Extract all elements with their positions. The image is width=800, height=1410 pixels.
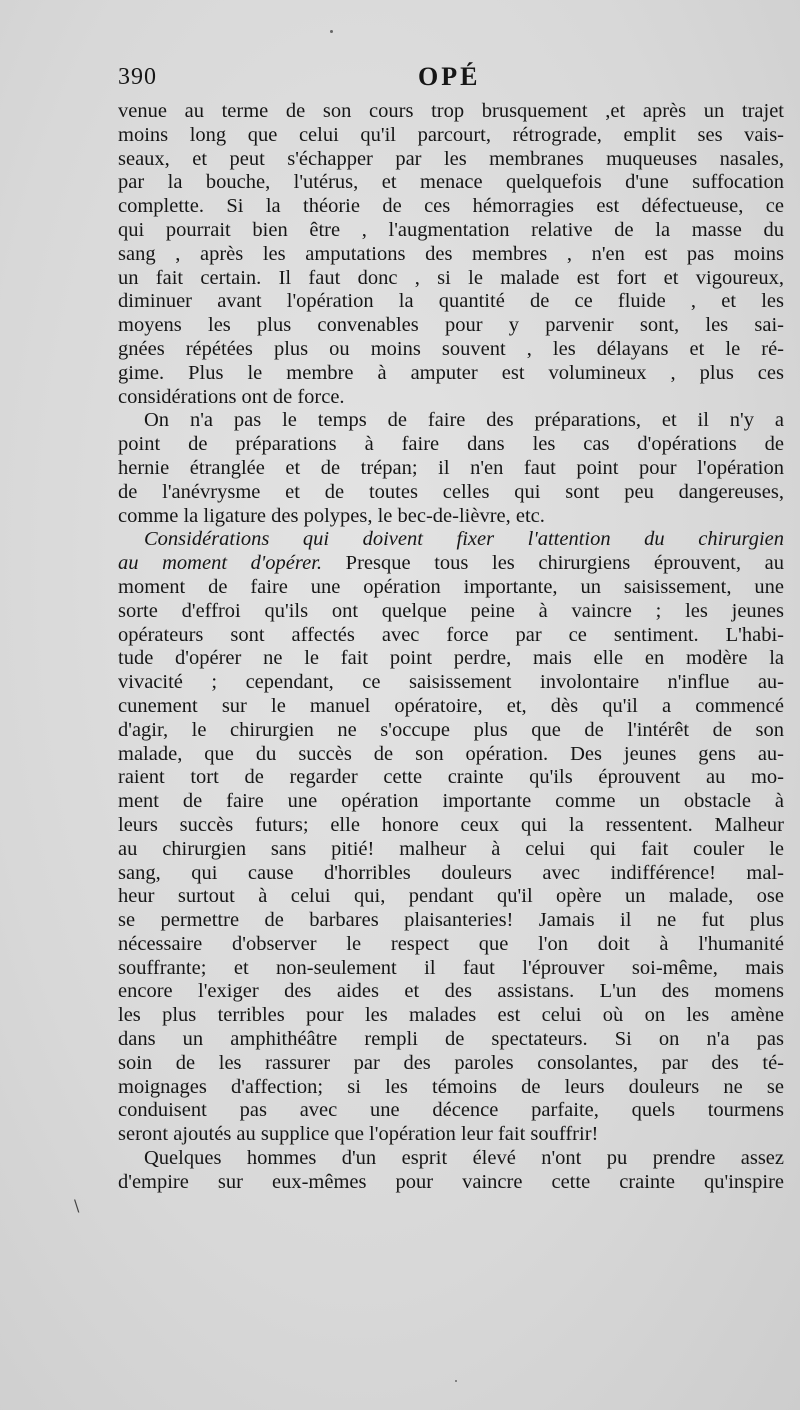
text-line: diminuer avant l'opération la quantité de ce fluide , et les bbox=[118, 290, 784, 313]
text-line: tude d'opérer ne le fait point perdre, mais elle en modère la bbox=[118, 647, 784, 670]
text-line: malade, que du succès de son opération. Des jeunes gens au- bbox=[118, 742, 784, 765]
text-line: par la bouche, l'utérus, et menace quelquefois d'une suffocation bbox=[118, 171, 784, 194]
text-line: seaux, et peut s'échapper par les membranes muqueuses nasales, bbox=[118, 147, 784, 170]
paragraph-start-line: Quelques hommes d'un esprit élevé n'ont pu prendre assez bbox=[144, 1147, 784, 1170]
text-line: nécessaire d'observer le respect que l'on doit à l'humanité bbox=[118, 932, 784, 955]
text-line: hernie étranglée et de trépan; il n'en faut point pour l'opération bbox=[118, 456, 784, 479]
paragraph-start-line: On n'a pas le temps de faire des préparations, et il n'y a bbox=[144, 409, 784, 432]
text-line-mixed bbox=[118, 552, 784, 576]
text-line: conduisent pas avec une décence parfaite, quels tourmens bbox=[118, 1099, 784, 1122]
text-line: se permettre de barbares plaisanteries! Jamais il ne fut plus bbox=[118, 909, 784, 932]
text-line: complette. Si la théorie de ces hémorragies est défectueuse, ce bbox=[118, 195, 784, 218]
text-line: moins long que celui qu'il parcourt, rétrograde, emplit ses vais- bbox=[118, 123, 784, 146]
text-line: point de préparations à faire dans les cas d'opérations de bbox=[118, 433, 784, 456]
page-header bbox=[118, 62, 780, 98]
text-line: sorte d'effroi qu'ils ont quelque peine à vaincre ; les jeunes bbox=[118, 599, 784, 622]
text-line: au chirurgien sans pitié! malheur à celui qui fait couler le bbox=[118, 837, 784, 860]
text-line: sang , après les amputations des membres , n'en est pas moins bbox=[118, 242, 784, 265]
text-line: venue au terme de son cours trop brusquement ,et après un trajet bbox=[118, 100, 784, 122]
text-line: dans un amphithéâtre rempli de spectateurs. Si on n'a pas bbox=[118, 1028, 784, 1051]
text-line: seront ajoutés au supplice que l'opération leur fait souffrir! bbox=[118, 1123, 599, 1146]
text-line: d'agir, le chirurgien ne s'occupe plus que de l'intérêt de son bbox=[118, 718, 784, 741]
text-line: de l'anévrysme et de toutes celles qui sont peu dangereuses, bbox=[118, 480, 784, 503]
text-line: moyens les plus convenables pour y parvenir sont, les sai- bbox=[118, 314, 784, 337]
text-line: souffrante; et non-seulement il faut l'éprouver soi-même, mais bbox=[118, 956, 784, 979]
text-line: raient tort de regarder cette crainte qu'ils éprouvent au mo- bbox=[118, 766, 784, 789]
text-line: qui pourrait bien être , l'augmentation relative de la masse du bbox=[118, 218, 784, 241]
section-heading-line: Considérations qui doivent fixer l'attention du chirurgien bbox=[144, 528, 784, 551]
text-line: encore l'exiger des aides et des assistans. L'un des momens bbox=[118, 980, 784, 1003]
text-line: les plus terribles pour les malades est celui où on les amène bbox=[118, 1004, 784, 1027]
text-line: cunement sur le manuel opératoire, et, dès qu'il a commencé bbox=[118, 694, 784, 717]
section-heading-end: au moment d'opérer. bbox=[118, 552, 323, 575]
text-line: moignages d'affection; si les témoins de leurs douleurs ne se bbox=[118, 1075, 784, 1098]
text-line: ment de faire une opération importante comme un obstacle à bbox=[118, 790, 784, 813]
text-line: moment de faire une opération importante, un saisissement, une bbox=[118, 575, 784, 598]
text-line: heur surtout à celui qui, pendant qu'il opère un malade, ose bbox=[118, 885, 784, 908]
text-line: un fait certain. Il faut donc , si le malade est fort et vigoureux, bbox=[118, 266, 784, 289]
text-line: comme la ligature des polypes, le bec-de-lièvre, etc. bbox=[118, 504, 545, 527]
paper-speck bbox=[455, 1380, 457, 1382]
text-line: gime. Plus le membre à amputer est volumineux , plus ces bbox=[118, 361, 784, 384]
text-line: opérateurs sont affectés avec force par ce sentiment. L'habi- bbox=[118, 623, 784, 646]
text-line: d'empire sur eux-mêmes pour vaincre cette crainte qu'inspire bbox=[118, 1170, 784, 1193]
text-run: Presque tous les chirurgiens éprouvent, au bbox=[322, 552, 784, 575]
text-line: soin de les rassurer par des paroles consolantes, par des té- bbox=[118, 1051, 784, 1074]
paper-speck bbox=[330, 30, 333, 33]
page-number: 390 bbox=[118, 64, 157, 90]
margin-mark: \ bbox=[74, 1196, 80, 1215]
text-line: vivacité ; cependant, ce saisissement involontaire n'influe au- bbox=[118, 671, 784, 694]
text-line: sang, qui cause d'horribles douleurs avec indifférence! mal- bbox=[118, 861, 784, 884]
running-head: OPÉ bbox=[418, 62, 481, 91]
text-line: leurs succès futurs; elle honore ceux qui la ressentent. Malheur bbox=[118, 813, 784, 836]
text-line: gnées répétées plus ou moins souvent , les délayans et le ré- bbox=[118, 337, 784, 360]
text-line: considérations ont de force. bbox=[118, 385, 345, 408]
body-text bbox=[118, 100, 784, 1195]
